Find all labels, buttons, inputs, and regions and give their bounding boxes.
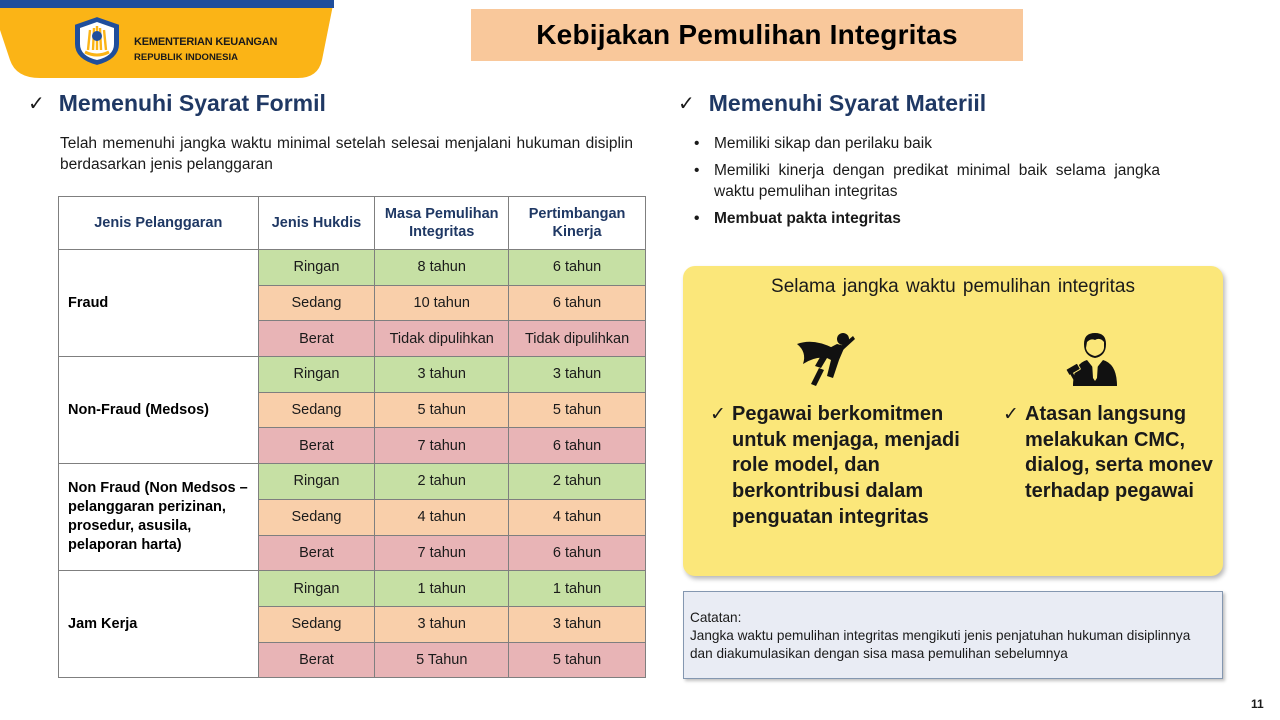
supervisor-action-text: Atasan langsung melakukan CMC, dialog, serta monev terhadap pegawai (1025, 403, 1213, 503)
masa-cell: Tidak dipulihkan (375, 321, 509, 357)
table-row (59, 250, 646, 286)
formil-heading-text: Memenuhi Syarat Formil (58, 90, 326, 116)
kinerja-cell: 6 tahun (509, 250, 646, 286)
header-pertimbangan-kinerja: Pertimbangan Kinerja (509, 197, 646, 250)
table-row (59, 357, 646, 393)
note-text: Jangka waktu pemulihan integritas mengikuti jenis penjatuhan hukuman disiplinnya dan diakumulasikan dengan sisa masa pemulihan sebelumnya (690, 628, 1191, 661)
check-icon: ✓ (710, 404, 726, 425)
masa-cell: 3 tahun (375, 357, 509, 393)
masa-cell: 3 tahun (375, 606, 509, 642)
hukdis-cell: Ringan (258, 357, 375, 393)
slide-title: Kebijakan Pemulihan Integritas (536, 19, 958, 50)
kinerja-cell: 3 tahun (509, 606, 646, 642)
masa-cell: 10 tahun (375, 285, 509, 321)
kinerja-cell: 5 tahun (509, 392, 646, 428)
masa-cell: 5 Tahun (375, 642, 509, 678)
note-label: Catatan: (690, 610, 742, 625)
kinerja-cell: 6 tahun (509, 535, 646, 571)
integrity-period-card (683, 266, 1223, 576)
list-item: • Membuat pakta integritas (690, 208, 1160, 229)
hukdis-cell: Berat (258, 428, 375, 464)
table-row (59, 464, 646, 500)
materiil-list (690, 133, 1160, 235)
category-cell: Non-Fraud (Medsos) (59, 357, 259, 464)
hukdis-cell: Berat (258, 642, 375, 678)
kemenkeu-emblem-icon (70, 14, 124, 68)
header-logo-band (0, 0, 334, 78)
kinerja-cell: 4 tahun (509, 499, 646, 535)
masa-cell: 4 tahun (375, 499, 509, 535)
materiil-heading (678, 90, 986, 117)
kinerja-cell: 6 tahun (509, 285, 646, 321)
header-jenis-hukdis: Jenis Hukdis (258, 197, 375, 250)
kinerja-cell: 2 tahun (509, 464, 646, 500)
masa-cell: 7 tahun (375, 428, 509, 464)
table-row (59, 571, 646, 607)
kinerja-cell: 1 tahun (509, 571, 646, 607)
hukdis-cell: Ringan (258, 250, 375, 286)
hukdis-cell: Berat (258, 535, 375, 571)
manager-icon (1065, 330, 1123, 388)
employee-commitment-text: Pegawai berkomitmen untuk menjaga, menjadi role model, dan berkontribusi dalam penguatan integritas (732, 403, 960, 528)
superhero-icon (793, 330, 859, 388)
org-subtitle: REPUBLIK INDONESIA (134, 52, 238, 63)
hukdis-cell: Sedang (258, 499, 375, 535)
list-item: • Memiliki sikap dan perilaku baik (690, 133, 1160, 154)
hukdis-cell: Sedang (258, 392, 375, 428)
masa-cell: 5 tahun (375, 392, 509, 428)
category-cell: Jam Kerja (59, 571, 259, 678)
kinerja-cell: Tidak dipulihkan (509, 321, 646, 357)
hukdis-cell: Sedang (258, 285, 375, 321)
card-title: Selama jangka waktu pemulihan integritas (771, 276, 1135, 297)
header-jenis-pelanggaran: Jenis Pelanggaran (59, 197, 259, 250)
slide-title-box (471, 9, 1023, 61)
kinerja-cell: 5 tahun (509, 642, 646, 678)
kinerja-cell: 6 tahun (509, 428, 646, 464)
hukdis-cell: Berat (258, 321, 375, 357)
category-cell: Non Fraud (Non Medsos – pelanggaran perizinan, prosedur, asusila, pelaporan harta) (59, 464, 259, 571)
org-name: KEMENTERIAN KEUANGAN (134, 36, 278, 48)
check-icon: ✓ (28, 93, 45, 115)
masa-cell: 1 tahun (375, 571, 509, 607)
hukdis-cell: Ringan (258, 571, 375, 607)
masa-cell: 8 tahun (375, 250, 509, 286)
formil-description: Telah memenuhi jangka waktu minimal setelah selesai menjalani hukuman disiplin berdasarkan jenis pelanggaran (60, 135, 633, 173)
materiil-heading-text: Memenuhi Syarat Materiil (708, 90, 987, 116)
list-item: • Memiliki kinerja dengan predikat minimal baik selama jangka waktu pemulihan integritas (690, 160, 1160, 202)
check-icon: ✓ (1003, 404, 1019, 425)
note-box (683, 591, 1223, 679)
header-masa-pemulihan: Masa Pemulihan Integritas (375, 197, 509, 250)
masa-cell: 2 tahun (375, 464, 509, 500)
hukdis-cell: Ringan (258, 464, 375, 500)
formil-heading (28, 90, 326, 117)
hukdis-cell: Sedang (258, 606, 375, 642)
table-header-row (59, 197, 646, 250)
check-icon: ✓ (678, 93, 695, 115)
masa-cell: 7 tahun (375, 535, 509, 571)
kinerja-cell: 3 tahun (509, 357, 646, 393)
recovery-table (58, 196, 646, 678)
category-cell: Fraud (59, 250, 259, 357)
page-number: 11 (1251, 697, 1264, 711)
